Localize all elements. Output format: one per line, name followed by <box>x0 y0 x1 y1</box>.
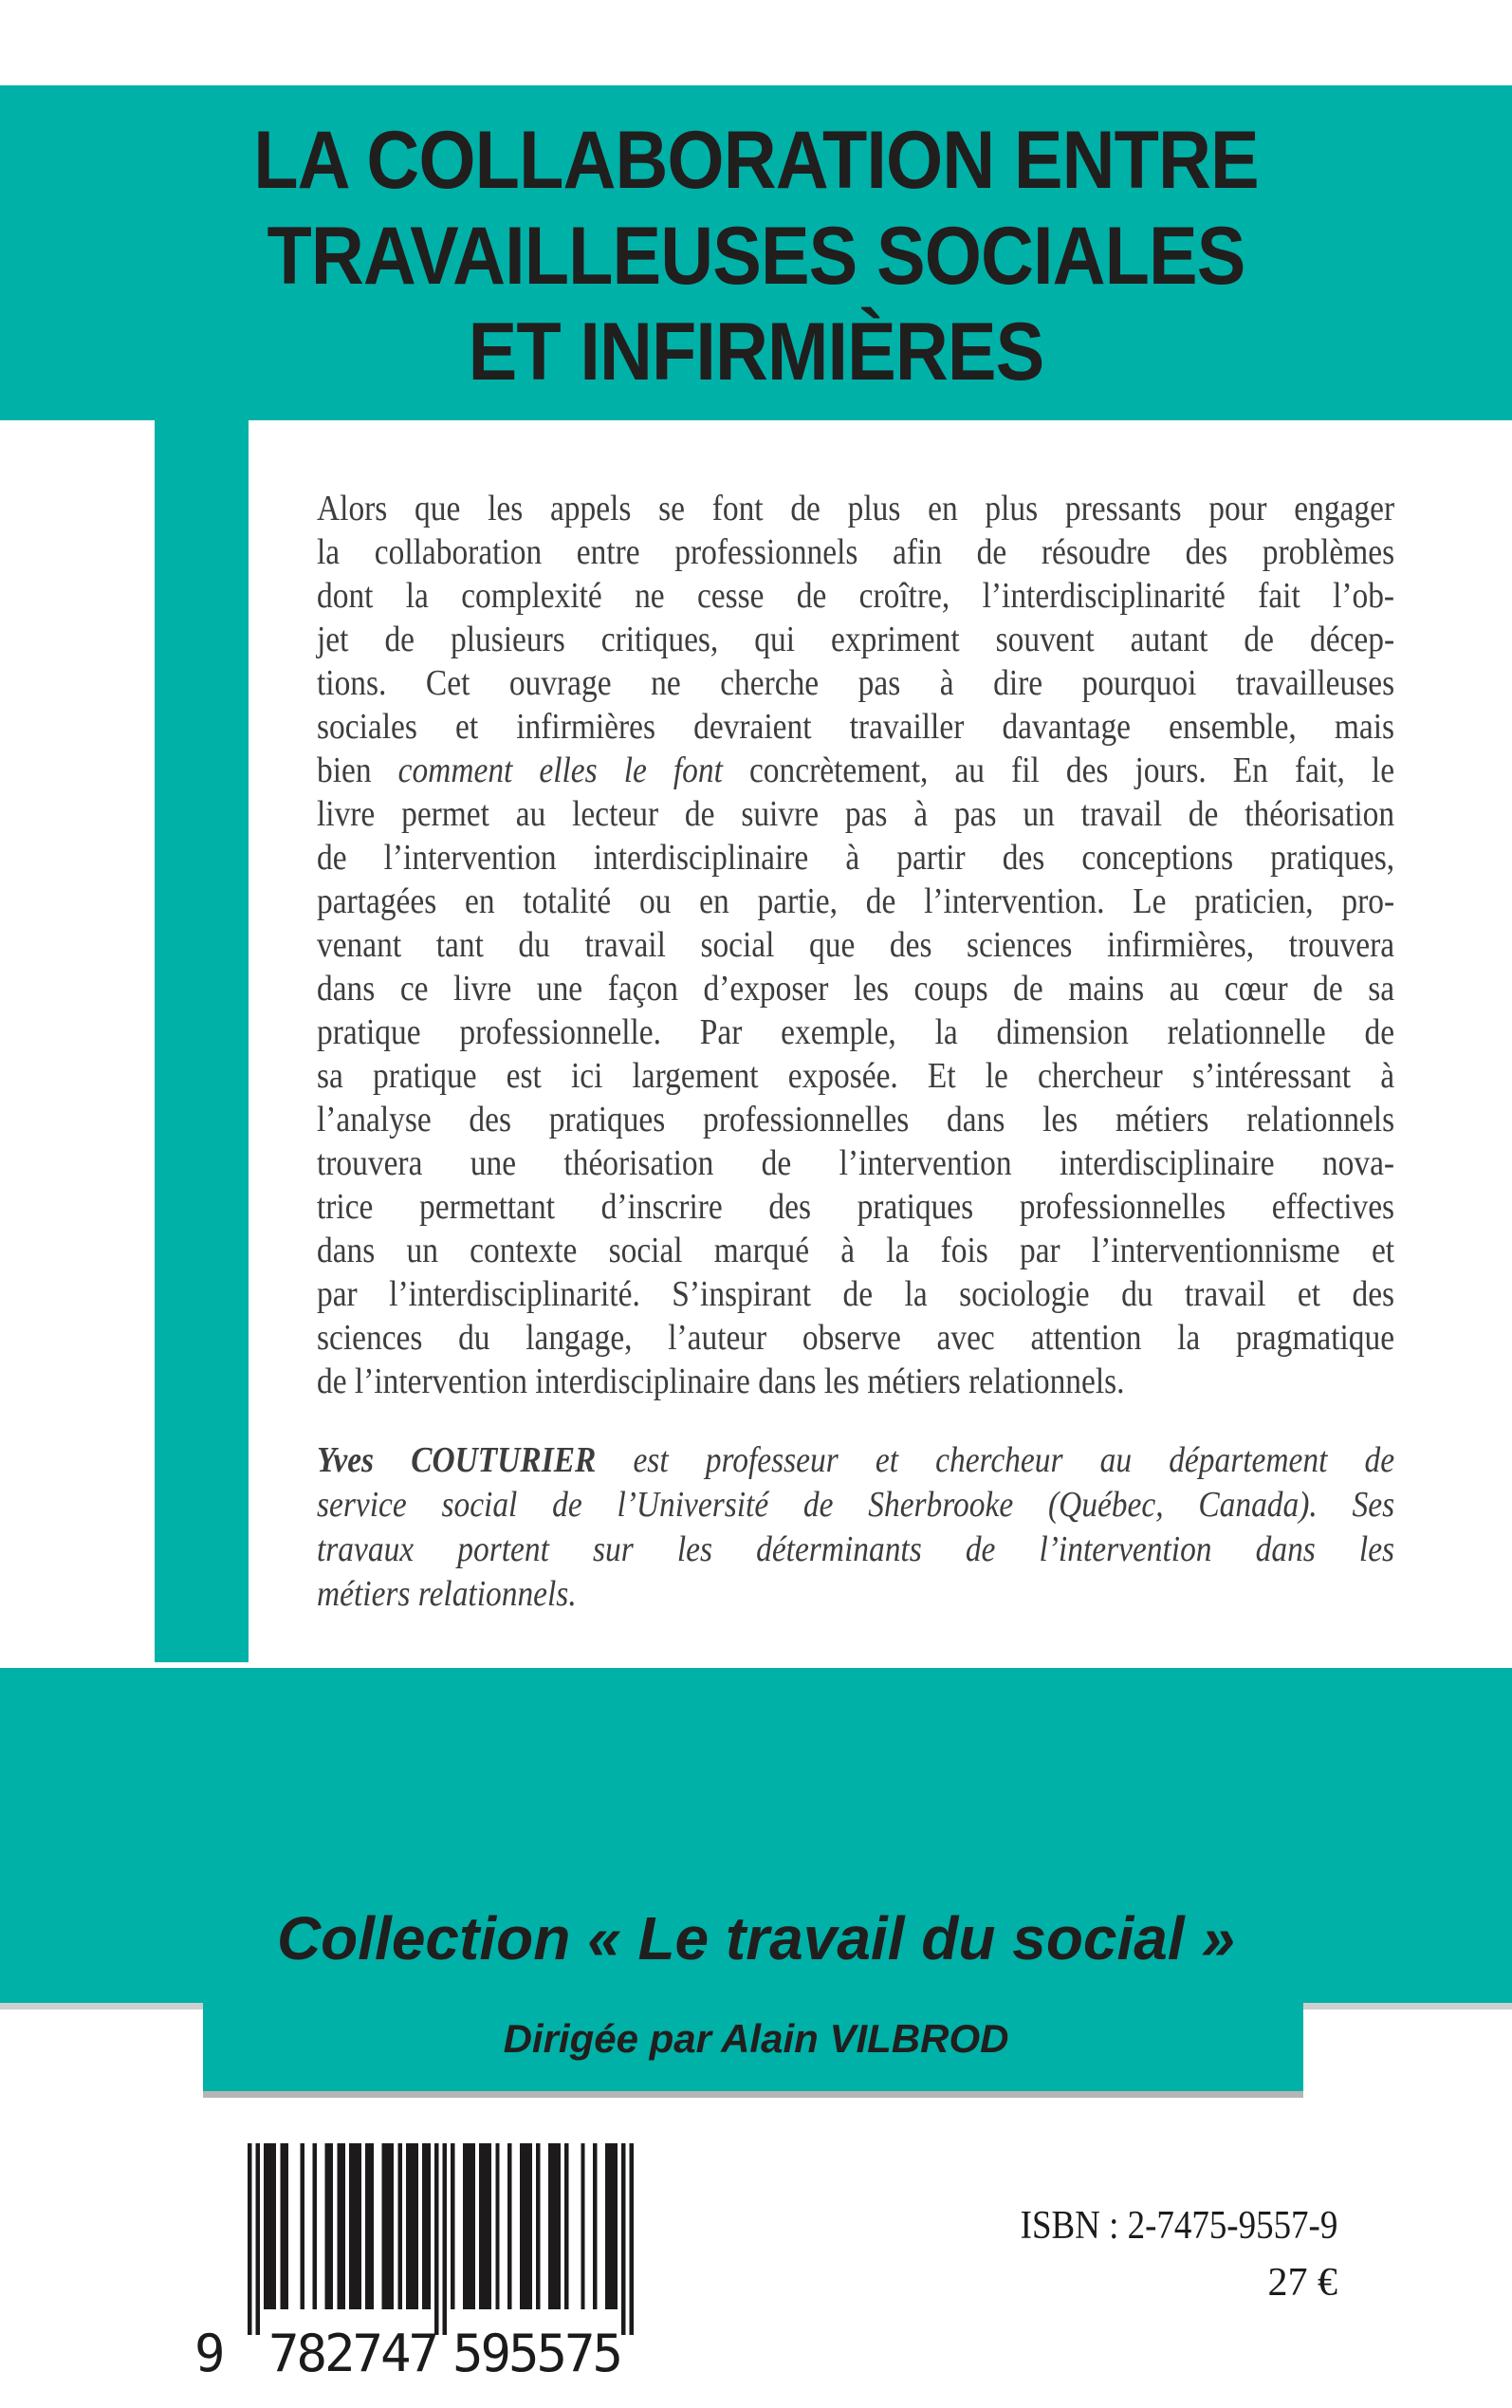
synopsis-line: sa pratique est ici largement exposée. Et le chercheur s’intéressant à <box>317 1056 1395 1096</box>
band-shadow-left <box>0 2003 203 2010</box>
title-line-2: TRAVAILLEUSES SOCIALES <box>267 211 1245 302</box>
title-line-3: ET INFIRMIÈRES <box>468 306 1044 398</box>
bio-line: travaux portent sur les déterminants de l’intervention dans les <box>317 1529 1395 1569</box>
bio-line: service social de l’Université de Sherbrooke (Québec, Canada). Ses <box>317 1485 1395 1525</box>
author-bio <box>317 1438 1394 1617</box>
collection-director: Dirigée par Alain VILBROD <box>503 2016 1009 2061</box>
synopsis-line: jet de plusieurs critiques, qui expriment souvent autant de décep- <box>317 620 1395 659</box>
synopsis-line: venant tant du travail social que des sciences infirmières, trouvera <box>317 925 1395 965</box>
bio-line: métiers relationnels. <box>317 1574 577 1614</box>
barcode-group-2: 595575 <box>452 2324 621 2383</box>
synopsis-line: la collaboration entre professionnels afin de résoudre des problèmes <box>317 532 1395 572</box>
synopsis-line: de l’intervention interdisciplinaire dans les métiers relationnels. <box>317 1361 1125 1401</box>
synopsis <box>317 487 1394 1403</box>
synopsis-line: dans un contexte social marqué à la fois par l’interventionnisme et <box>317 1231 1395 1270</box>
band-shadow-right <box>1303 2003 1512 2010</box>
barcode-lead-digit: 9 <box>194 2324 223 2383</box>
synopsis-line: l’analyse des pratiques professionnelles dans les métiers relationnels <box>317 1100 1395 1139</box>
synopsis-line: sciences du langage, l’auteur observe avec attention la pragmatique <box>317 1318 1395 1358</box>
collection-title: Collection « Le travail du social » <box>276 1904 1236 1973</box>
left-accent-strip <box>155 420 249 1662</box>
barcode-group-1: 782747 <box>268 2324 437 2383</box>
synopsis-line: de l’intervention interdisciplinaire à partir des conceptions pratiques, <box>317 838 1395 878</box>
price-label: 27 € <box>1267 2261 1337 2305</box>
synopsis-line: trouvera une théorisation de l’intervention interdisciplinaire nova- <box>317 1143 1395 1183</box>
synopsis-line: trice permettant d’inscrire des pratiques professionnelles effectives <box>317 1187 1395 1227</box>
title-banner <box>0 85 1512 420</box>
synopsis-line: Alors que les appels se font de plus en plus pressants pour engager <box>317 489 1395 528</box>
title-line-1: LA COLLABORATION ENTRE <box>253 115 1259 206</box>
isbn-label: ISBN : 2-7475-9557-9 <box>1020 2204 1337 2248</box>
synopsis-line: tions. Cet ouvrage ne cherche pas à dire pourquoi travailleuses <box>317 663 1395 703</box>
book-title <box>76 85 1437 400</box>
synopsis-line: sociales et infirmières devraient travailler davantage ensemble, mais <box>317 707 1395 747</box>
synopsis-line: dans ce livre une façon d’exposer les coups de mains au cœur de sa <box>317 969 1395 1009</box>
synopsis-line: livre permet au lecteur de suivre pas à pas un travail de théorisation <box>317 794 1395 834</box>
synopsis-line: par l’interdisciplinarité. S’inspirant de la sociologie du travail et des <box>317 1274 1395 1314</box>
ean13-barcode <box>248 2143 634 2335</box>
synopsis-line: bien comment elles le font concrètement, au fil des jours. En fait, le <box>317 750 1395 790</box>
synopsis-line: partagées en totalité ou en partie, de l’intervention. Le praticien, pro- <box>317 881 1395 921</box>
synopsis-line: pratique professionnelle. Par exemple, la dimension relationnelle de <box>317 1012 1395 1052</box>
synopsis-line: dont la complexité ne cesse de croître, l’interdisciplinarité fait l’ob- <box>317 576 1395 616</box>
bio-line: Yves COUTURIER est professeur et chercheur au département de <box>317 1440 1395 1480</box>
